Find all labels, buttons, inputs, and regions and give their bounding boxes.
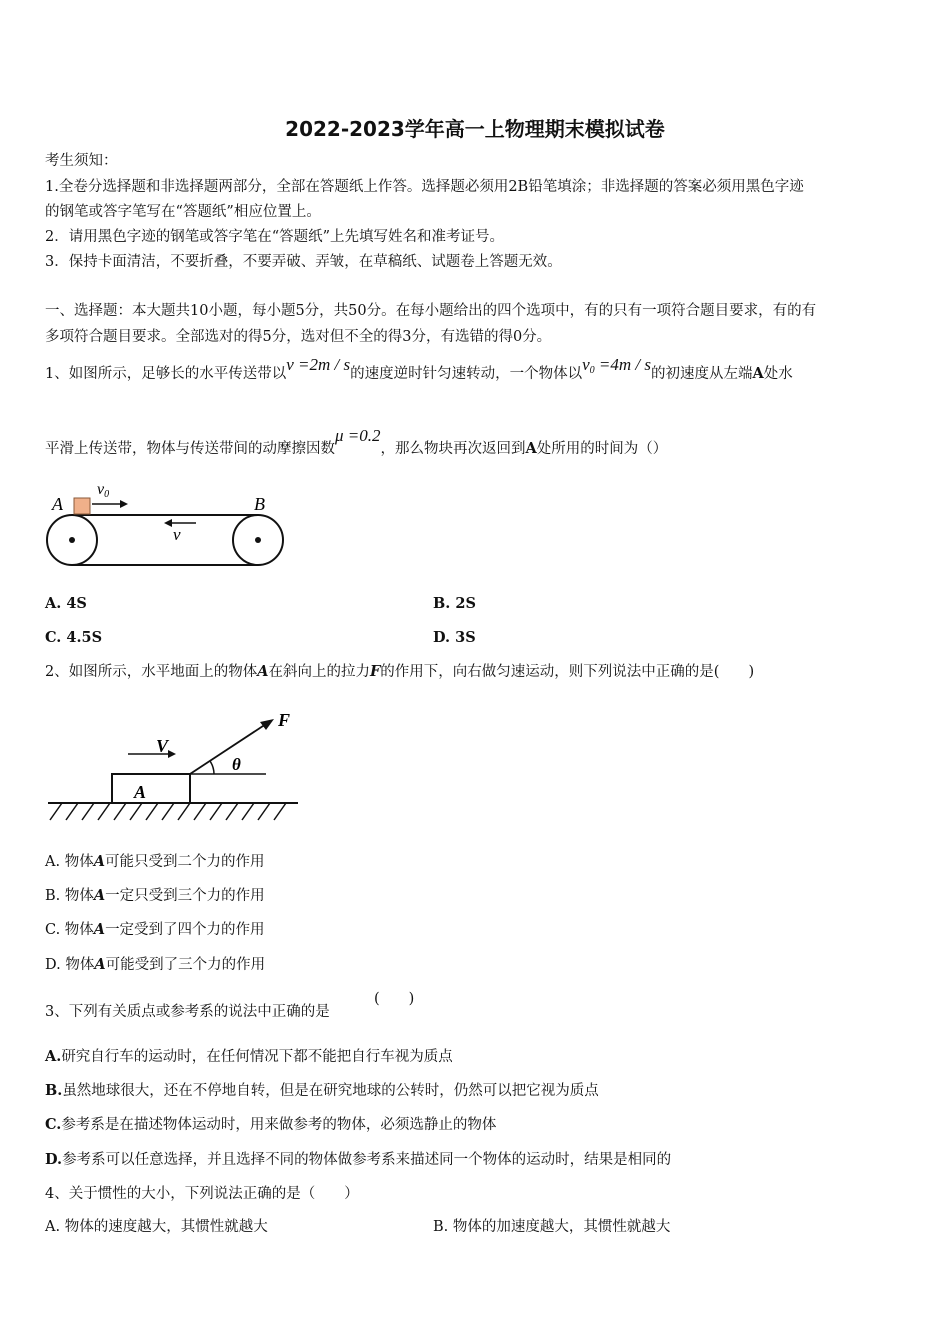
q1-text-6: ，那么物块再次返回到 bbox=[380, 441, 526, 457]
notice-line-2: 2．请用黑色字迹的钢笔或答字笔在“答题纸”上先填写姓名和准考证号。 bbox=[45, 229, 505, 245]
q1-text-5: 平滑上传送带，物体与传送带间的动摩擦因数 bbox=[45, 441, 335, 457]
question-1-line-1 bbox=[45, 355, 793, 389]
label-A: A bbox=[134, 782, 147, 802]
q3-option-d[interactable]: D.参考系可以任意选择，并且选择不同的物体做参考系来描述同一个物体的运动时，结果是相同的 bbox=[45, 1151, 672, 1168]
v-arrow-head bbox=[164, 519, 172, 527]
q2-option-a[interactable]: A. 物体A可能只受到二个力的作用 bbox=[45, 853, 265, 870]
notice-line-1: 1.全卷分选择题和非选择题两部分，全部在答题纸上作答。选择题必须用2B铅笔填涂；非选择题的答案必须用黑色字迹 bbox=[45, 179, 804, 195]
right-pulley-axle bbox=[255, 537, 261, 543]
page-title: 2022-2023学年高一上物理期末模拟试卷 bbox=[285, 117, 665, 141]
q2-option-d[interactable]: D. 物体A可能受到了三个力的作用 bbox=[45, 956, 266, 973]
question-3-paren: ( ) bbox=[374, 991, 415, 1007]
q1-text-4: 处水 bbox=[763, 366, 793, 382]
q1-option-a[interactable]: A. 4S bbox=[45, 595, 87, 612]
question-4-stem: 4、关于惯性的大小，下列说法正确的是（ ） bbox=[45, 1186, 359, 1202]
q3-option-a[interactable]: A.研究自行车的运动时，在任何情况下都不能把自行车视为质点 bbox=[45, 1048, 453, 1065]
label-F: F bbox=[278, 710, 291, 730]
label-v0: v0 bbox=[97, 481, 110, 500]
q2-option-b[interactable]: B. 物体A一定只受到三个力的作用 bbox=[45, 887, 265, 904]
q1-point-A-2: A bbox=[525, 440, 537, 457]
left-pulley-axle bbox=[69, 537, 75, 543]
label-A: A bbox=[52, 494, 63, 514]
q3-option-c[interactable]: C.参考系是在描述物体运动时，用来做参考的物体，必须选静止的物体 bbox=[45, 1116, 497, 1133]
label-B: B bbox=[254, 494, 265, 514]
q1-option-b[interactable]: B. 2S bbox=[433, 595, 476, 612]
q2-option-c[interactable]: C. 物体A一定受到了四个力的作用 bbox=[45, 921, 265, 938]
section-1-line-1: 一、选择题：本大题共10小题，每小题5分，共50分。在每小题给出的四个选项中，有的只有一项符合题目要求，有的有 bbox=[45, 303, 817, 319]
q1-math-v0: $v_0 =4m / s$ bbox=[582, 355, 652, 376]
q2-force-figure bbox=[44, 702, 304, 830]
ground-hatching bbox=[50, 803, 286, 820]
question-1-line-2 bbox=[45, 426, 668, 459]
section-1-line-2: 多项符合题目要求。全部选对的得5分，选对但不全的得3分，有选错的得0分。 bbox=[45, 329, 552, 345]
q1-text-1: 1、如图所示，足够长的水平传送带以 bbox=[45, 366, 287, 382]
question-3-stem: 3、下列有关质点或参考系的说法中正确的是 bbox=[45, 1004, 330, 1020]
q1-conveyor-figure bbox=[44, 478, 294, 570]
notice-heading: 考生须知： bbox=[45, 153, 118, 169]
velocity-arrow-head bbox=[168, 750, 176, 758]
notice-line-1b: 的钢笔或答字笔写在“答题纸”相应位置上。 bbox=[45, 204, 321, 220]
v0-arrow-head bbox=[120, 500, 128, 508]
q1-option-d[interactable]: D. 3S bbox=[433, 629, 476, 646]
block bbox=[74, 498, 90, 514]
force-arrow-head bbox=[260, 719, 274, 730]
q4-option-b[interactable]: B. 物体的加速度越大，其惯性就越大 bbox=[433, 1219, 671, 1235]
label-v: v bbox=[173, 525, 181, 544]
q1-math-v: v =2m / s bbox=[286, 355, 351, 374]
block-A bbox=[112, 774, 190, 803]
notice-line-3: 3．保持卡面清洁，不要折叠，不要弄破、弄皱，在草稿纸、试题卷上答题无效。 bbox=[45, 254, 562, 270]
label-theta: θ bbox=[232, 755, 241, 774]
question-2-stem: 2、如图所示，水平地面上的物体A在斜向上的拉力F的作用下，向右做匀速运动，则下列说法中正确的是( ) bbox=[45, 663, 755, 680]
q3-option-b[interactable]: B.虽然地球很大，还在不停地自转，但是在研究地球的公转时，仍然可以把它视为质点 bbox=[45, 1082, 599, 1099]
q4-option-a[interactable]: A. 物体的速度越大，其惯性就越大 bbox=[45, 1219, 268, 1235]
force-arrow-shaft bbox=[190, 724, 266, 774]
q1-option-c[interactable]: C. 4.5S bbox=[45, 629, 103, 646]
q1-point-A: A bbox=[752, 365, 764, 382]
angle-arc bbox=[210, 761, 214, 774]
q1-text-3: 的初速度从左端 bbox=[651, 366, 753, 382]
q1-math-mu: μ =0.2 bbox=[335, 426, 381, 445]
label-V: V bbox=[156, 736, 169, 756]
q1-text-2: 的速度逆时针匀速转动，一个物体以 bbox=[350, 366, 583, 382]
q1-text-7: 处所用的时间为（） bbox=[536, 441, 668, 457]
